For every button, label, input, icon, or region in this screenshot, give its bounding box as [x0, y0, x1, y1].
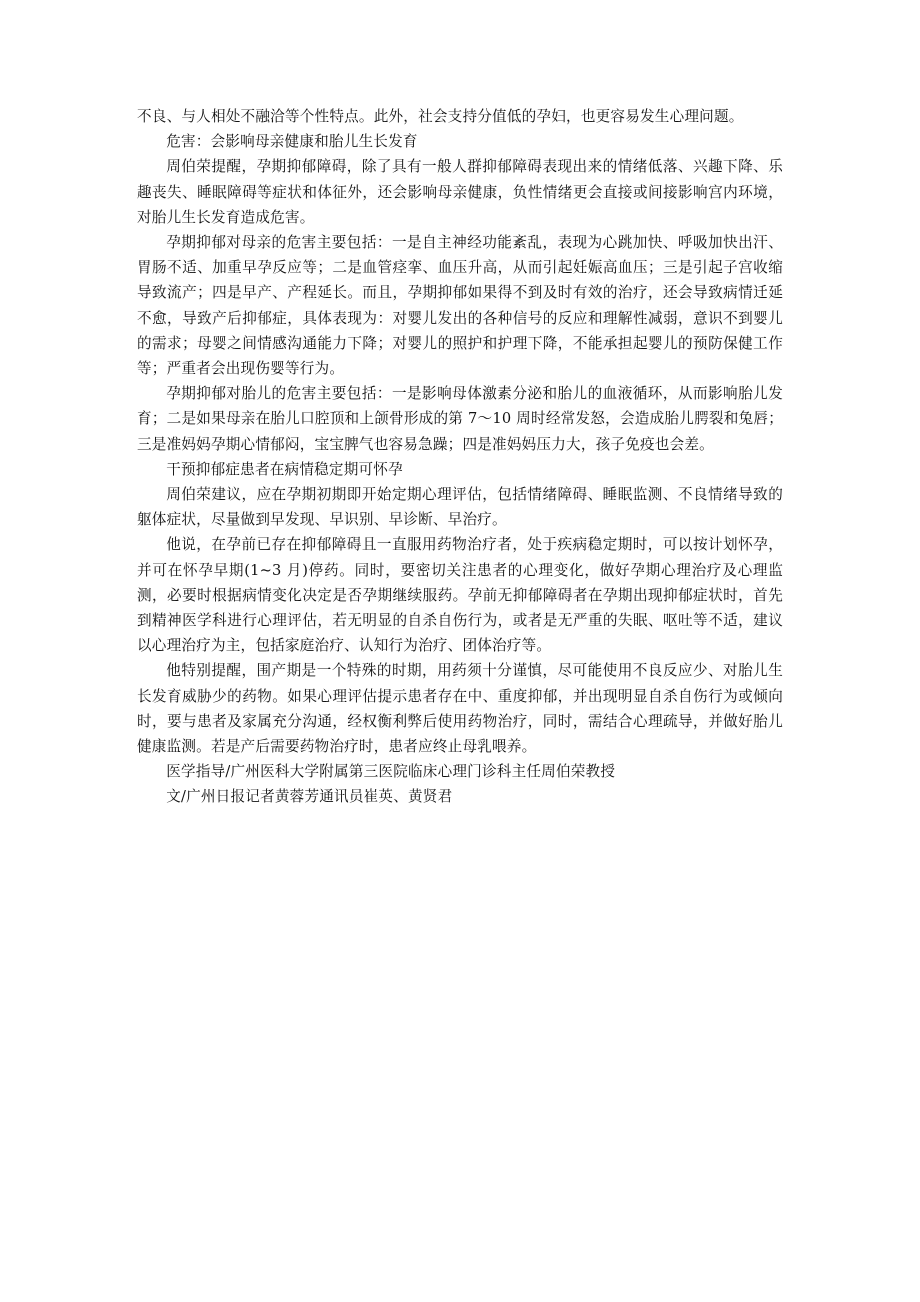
medical-guidance-credit: 医学指导/广州医科大学附属第三医院临床心理门诊科主任周伯荣教授 — [166, 763, 616, 781]
paragraph-zhou-reminder: 周伯荣提醒，孕期抑郁障碍，除了具有一般人群抑郁障碍表现出来的情绪低落、兴趣下降、乐趣丧失、睡眠障碍等症状和体征外，还会影响母亲健康，负性情绪更会直接或间接影响宫内环境，对胎儿生长发育造成危害。 — [137, 158, 783, 226]
paragraph-perinatal-warning: 他特别提醒，围产期是一个特殊的时期，用药须十分谨慎，尽可能使用不良反应少、对胎儿生长发育威胁少的药物。如果心理评估提示患者存在中、重度抑郁，并出现明显自杀自伤行为或倾向时，要与患者及家属充分沟通，经权衡利弊后使用药物治疗，同时，需结合心理疏导，并做好胎儿健康监测。若是产后需要药物治疗时，患者应终止母乳喂养。 — [137, 662, 783, 756]
document-body — [137, 104, 783, 810]
paragraph-continuation: 不良、与人相处不融洽等个性特点。此外，社会支持分值低的孕妇，也更容易发生心理问题。 — [137, 108, 744, 125]
author-credit: 文/广州日报记者黄蓉芳通讯员崔英、黄贤君 — [166, 788, 453, 806]
section-heading-intervention: 干预抑郁症患者在病情稳定期可怀孕 — [166, 460, 403, 478]
paragraph-zhou-suggestion: 周伯荣建议，应在孕期初期即开始定期心理评估，包括情绪障碍、睡眠监测、不良情绪导致的躯体症状，尽量做到早发现、早识别、早诊断、早治疗。 — [137, 486, 783, 529]
paragraph-mother-harm: 孕期抑郁对母亲的危害主要包括：一是自主神经功能紊乱，表现为心跳加快、呼吸加快出汗、胃肠不适、加重早孕反应等；二是血管痉挛、血压升高，从而引起妊娠高血压；三是引起子宫收缩导致流产；四是早产、产程延长。而且，孕期抑郁如果得不到及时有效的治疗，还会导致病情迁延不愈，导致产后抑郁症，具体表现为：对婴儿发出的各种信号的反应和理解性减弱，意识不到婴儿的需求；母婴之间情感沟通能力下降；对婴儿的照护和护理下降，不能承担起婴儿的预防保健工作等；严重者会出现伤婴等行为。 — [137, 234, 783, 378]
paragraph-fetus-harm: 孕期抑郁对胎儿的危害主要包括：一是影响母体激素分泌和胎儿的血液循环，从而影响胎儿发育；二是如果母亲在胎儿口腔顶和上颌骨形成的第 7～10 周时经常发怒，会造成胎儿腭裂和兔唇；三是准妈妈孕期心情郁闷，宝宝脾气也容易急躁；四是准妈妈压力大，孩子免疫也会差。 — [137, 385, 783, 453]
section-heading-harm: 危害：会影响母亲健康和胎儿生长发育 — [166, 133, 418, 151]
paragraph-medication-advice: 他说，在孕前已存在抑郁障碍且一直服用药物治疗者，处于疾病稳定期时，可以按计划怀孕，并可在怀孕早期(1~3 月)停药。同时，要密切关注患者的心理变化，做好孕期心理治疗及心理监测，必要时根据病情变化决定是否孕期继续服药。孕前无抑郁障碍者在孕期出现抑郁症状时，首先到精神医学科进行心理评估，若无明显的自杀自伤行为，或者是无严重的失眠、呕吐等不适，建议以心理治疗为主，包括家庭治疗、认知行为治疗、团体治疗等。 — [137, 536, 783, 655]
